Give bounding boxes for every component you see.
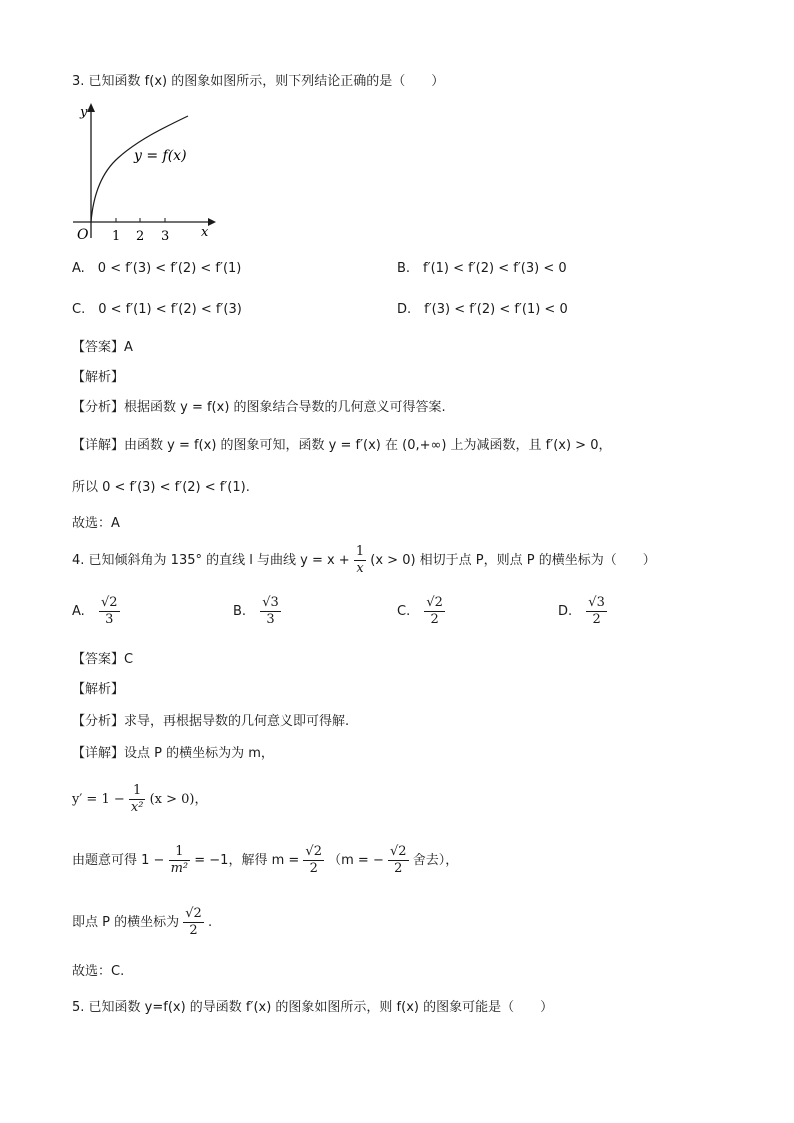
q3-answer: 【答案】A — [72, 340, 133, 355]
q4-stem-b: (x > 0) 相切于点 P，则点 P 的横坐标为（ ） — [370, 553, 656, 568]
q4-analysis: 【分析】求导，再根据导数的几何意义即可得解. — [72, 714, 350, 729]
q4-derivative: y′ = 1 − $\frac{1}{\text{x²}}$ (x > 0)， — [72, 783, 208, 815]
x-axis-arrow — [208, 218, 216, 226]
q4-choice: 故选：C. — [72, 964, 125, 979]
q3-option-a: A. 0 < f′(3) < f′(2) < f′(1) — [72, 261, 242, 276]
q3-option-b: B. f′(1) < f′(2) < f′(3) < 0 — [397, 261, 567, 276]
q3-graph — [68, 98, 218, 248]
q3-analysis: 【分析】根据函数 y = f(x) 的图象结合导数的几何意义可得答案. — [72, 400, 446, 415]
q4-conclusion: 即点 P 的横坐标为 $\frac{√2}{2}$ . — [72, 906, 213, 938]
y-axis-label: y — [80, 105, 88, 120]
q4-option-a: A. $\frac{√2}{3}$ — [72, 595, 118, 627]
tick-3: 3 — [161, 229, 170, 244]
q4-detail: 【详解】设点 P 的横坐标为为 m， — [72, 746, 274, 761]
q4-analysis-title: 【解析】 — [72, 682, 125, 697]
q4-option-d: D. $\frac{√3}{2}$ — [558, 595, 605, 627]
q3-analysis-title: 【解析】 — [72, 370, 125, 385]
q3-detail: 【详解】由函数 y = f(x) 的图象可知，函数 y = f′(x) 在 (0,+∞) 上为减函数，且 f′(x) > 0， — [72, 438, 612, 453]
q4-option-c: C. $\frac{√2}{2}$ — [397, 595, 443, 627]
q3-stem: 3. 已知函数 f(x) 的图象如图所示，则下列结论正确的是（ ） — [72, 74, 445, 89]
q5-stem: 5. 已知函数 y=f(x) 的导函数 f′(x) 的图象如图所示，则 f(x) 的图象可能是（ ） — [72, 1000, 554, 1015]
origin-label: O — [77, 227, 89, 243]
tick-2: 2 — [136, 229, 145, 244]
q4-option-b: B. $\frac{√3}{3}$ — [233, 595, 279, 627]
y-axis-arrow — [87, 103, 95, 112]
q3-detail2: 所以 0 < f′(3) < f′(2) < f′(1). — [72, 480, 250, 495]
q4-answer: 【答案】C — [72, 652, 134, 667]
q4-equation: 由题意可得 1 − $\frac{1}{\text{m²}}$ = −1，解得 m = $\frac{√2}{2}$ （m = − $\frac{√2}{2}$ 舍去）， — [72, 844, 459, 876]
q3-option-d: D. f′(3) < f′(2) < f′(1) < 0 — [397, 302, 568, 317]
q3-choice: 故选：A — [72, 516, 120, 531]
q4-stem-a: 4. 已知倾斜角为 135° 的直线 l 与曲线 y = x + — [72, 553, 350, 568]
q4-stem — [72, 544, 656, 578]
curve-label: y = f(x) — [134, 148, 187, 164]
q4-stem-frac: $\frac{1}{x}$ — [355, 544, 365, 576]
x-axis-label: x — [201, 225, 209, 240]
curve-fx — [91, 116, 188, 222]
q3-option-c: C. 0 < f′(1) < f′(2) < f′(3) — [72, 302, 242, 317]
tick-1: 1 — [112, 229, 121, 244]
